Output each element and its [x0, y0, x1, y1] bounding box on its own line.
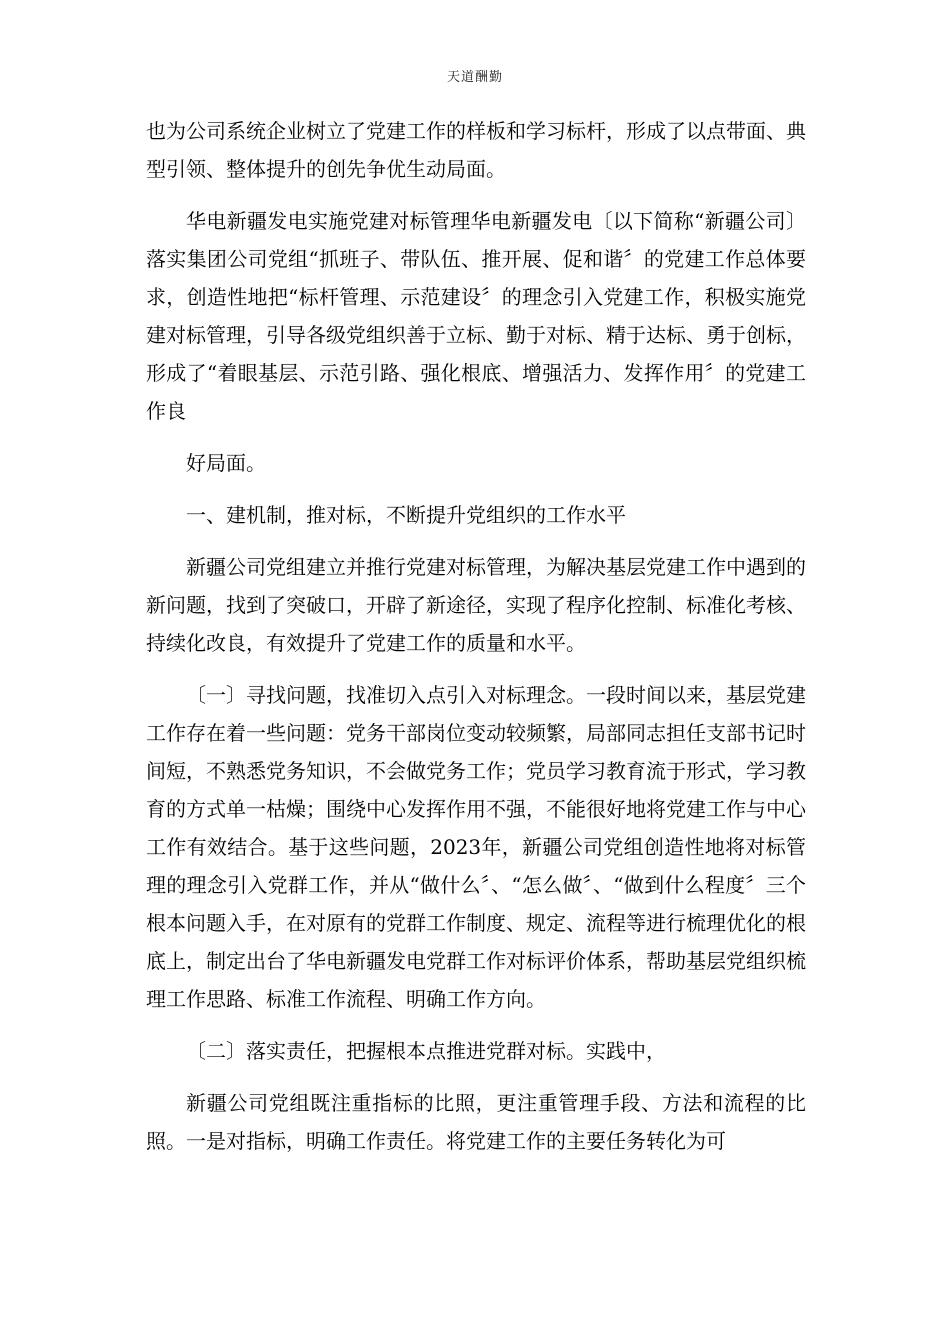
document-body [146, 112, 806, 1160]
paragraph-5: 〔一〕寻找问题，找准切入点引入对标理念。一段时间以来，基层党建工作存在着一些问题：党务干部岗位变动较频繁，局部同志担任支部书记时间短，不熟悉党务知识，不会做党务工作；党员学习教育流于形式，学习教育的方式单一枯燥；围绕中心发挥作用不强，不能很好地将党建工作与中心工作有效结合。基于这些问题，2023年，新疆公司党组创造性地将对标管理的理念引入党群工作，并从“做什么〞、“怎么做〞、“做到什么程度〞三个根本问题入手，在对原有的党群工作制度、规定、流程等进行梳理优化的根底上，制定出台了华电新疆发电党群工作对标评价体系，帮助基层党组织梳理工作思路、标准工作流程、明确工作方向。 [146, 683, 806, 1011]
paragraph-1: 也为公司系统企业树立了党建工作的样板和学习标杆，形成了以点带面、典型引领、整体提升的创先争优生动局面。 [146, 119, 806, 181]
paragraph-7: 新疆公司党组既注重指标的比照，更注重管理手段、方法和流程的比照。一是对指标，明确工作责任。将党建工作的主要任务转化为可 [146, 1091, 806, 1153]
paragraph-3: 好局面。 [186, 451, 266, 475]
page-header: 天道酬勤 [446, 70, 503, 85]
paragraph-2: 华电新疆发电实施党建对标管理华电新疆发电〔以下简称“新疆公司〕落实集团公司党组“抓班子、带队伍、推开展、促和谐〞的党建工作总体要求，创造性地把“标杆管理、示范建设〞的理念引入党建工作，积极实施党建对标管理，引导各级党组织善于立标、勤于对标、精于达标、勇于创标，形成了“着眼基层、示范引路、强化根底、增强活力、发挥作用〞的党建工作良 [146, 209, 806, 423]
section-heading-1: 一、建机制，推对标，不断提升党组织的工作水平 [186, 503, 626, 527]
paragraph-4: 新疆公司党组建立并推行党建对标管理，为解决基层党建工作中遇到的新问题，找到了突破口，开辟了新途径，实现了程序化控制、标准化考核、持续化改良，有效提升了党建工作的质量和水平。 [146, 555, 806, 655]
paragraph-6: 〔二〕落实责任，把握根本点推进党群对标。实践中， [186, 1039, 666, 1063]
